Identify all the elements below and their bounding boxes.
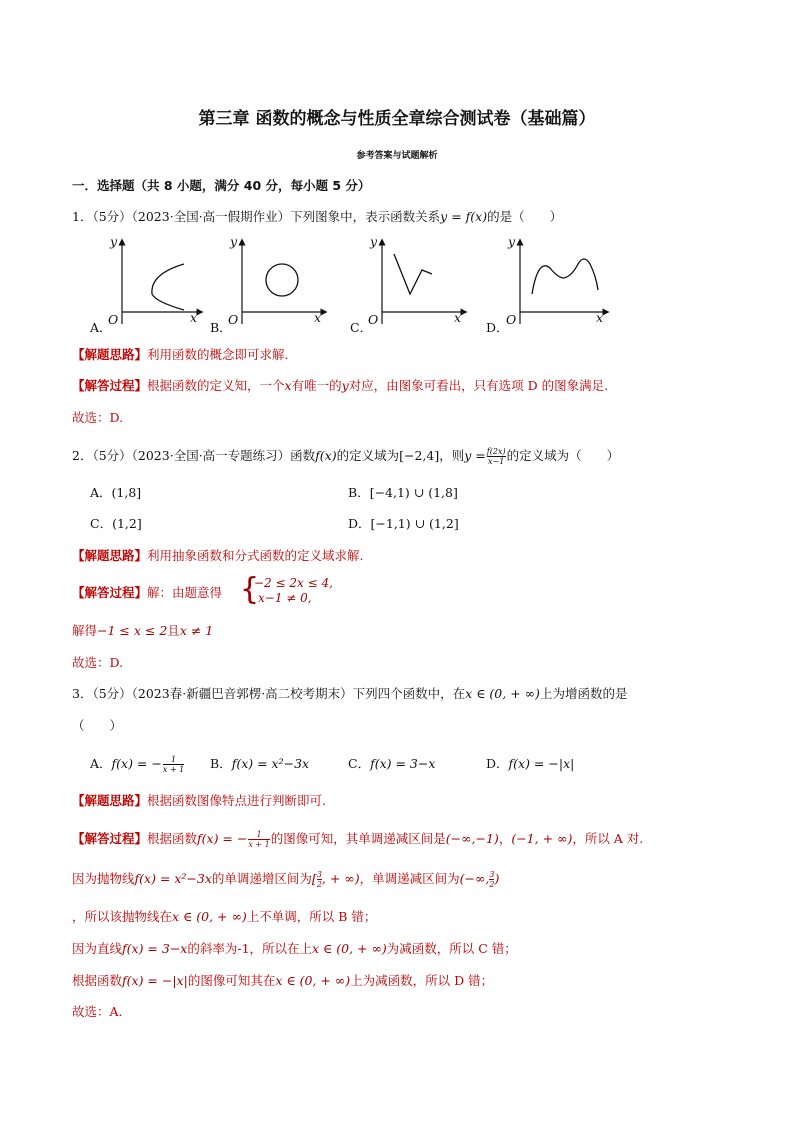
q1-graph-c-origin: O — [368, 312, 379, 327]
q1-graph-c-x-label: x — [454, 310, 462, 325]
q3-p2-frac2-num: 3 — [489, 870, 495, 879]
q1-graph-d-origin: O — [506, 312, 517, 327]
q2-stem-2: 的定义域为 — [336, 448, 400, 463]
q2-option-a-letter: A． — [90, 485, 112, 500]
q1-graph-b-x-label: x — [314, 310, 322, 325]
q3-p1-num: 1 — [248, 830, 269, 840]
q3-option-c — [348, 755, 435, 773]
q3-p4-a: 因为直线 — [72, 941, 123, 956]
q1-graph-a — [108, 234, 204, 330]
q3-p2-a: 因为抛物线 — [72, 871, 135, 886]
q3-p3-b: 上不单调，所以 B 错； — [246, 909, 377, 924]
q1-graph-c — [368, 234, 468, 330]
q1-graph-d — [506, 234, 610, 330]
q2-option-b-value: [−4,1) ∪ (1,8] — [369, 485, 458, 500]
q2-system-line1: −2 ≤ 2x ≤ 4, — [254, 576, 333, 590]
q2-brace: { — [240, 572, 260, 607]
q3-p4-b: 的斜率为-1，所以在上 — [187, 941, 313, 956]
q3-p1-m1: f(x) = − — [197, 831, 248, 846]
q2-idea-text: 利用抽象函数和分式函数的定义域求解. — [147, 548, 364, 563]
q3-p2-m1: f(x) = x²−3x — [134, 871, 212, 886]
q3-process-2 — [72, 870, 499, 889]
q3-p1-m3: (−1, + ∞) — [511, 831, 573, 846]
q3-p1-d: ，所以 A 对. — [572, 831, 644, 846]
q2-option-b-letter: B． — [348, 485, 370, 500]
q3-answer: 故选：A. — [72, 1004, 123, 1019]
q1-graph-b-origin: O — [228, 312, 239, 327]
q1-idea — [72, 346, 289, 364]
q1-stem-text: 1．（5分）（2023·全国·高一假期作业）下列图象中，表示函数关系 — [72, 209, 441, 224]
q3-option-d-letter: D． — [486, 756, 509, 771]
q1-formula: y = f(x) — [440, 209, 488, 224]
q3-p5-a: 根据函数 — [72, 973, 123, 988]
q3-stem-2: 上为增函数的是 — [539, 686, 628, 701]
q3-p1-fraction — [248, 830, 269, 849]
q1-graph-a-x-label: x — [190, 310, 198, 325]
q1-process-label: 【解答过程】 — [72, 378, 148, 393]
q2-option-a — [90, 484, 141, 502]
q2-frac-den: x−1 — [488, 457, 505, 466]
q2-stem-4: 的定义域为（ ） — [506, 448, 620, 463]
q3-p1-c: ， — [498, 831, 512, 846]
q3-p2-m2-post: , + ∞) — [321, 871, 360, 886]
q3-process-label: 【解答过程】 — [72, 831, 148, 846]
q3-p5-b: 的图像可知其在 — [187, 973, 276, 988]
q3-p2-c: ，单调递减区间为 — [359, 871, 460, 886]
q3-process-1 — [72, 830, 643, 849]
q2-answer: 故选：D. — [72, 655, 124, 670]
q3-p3-a: ，所以该抛物线在 — [72, 909, 173, 924]
q1-process-y: y — [341, 378, 349, 393]
q2-domain: [−2,4] — [399, 448, 440, 463]
q3-p4-m: f(x) = 3−x — [122, 941, 188, 956]
q1-process — [72, 377, 608, 395]
q1-graph-a-origin: O — [108, 312, 119, 327]
q3-process-3 — [72, 908, 376, 926]
q3-option-b-letter: B． — [210, 756, 232, 771]
q2-fraction — [487, 447, 506, 466]
q3-p2-frac1-den: 2 — [316, 880, 322, 889]
q3-p5-m: f(x) = −|x| — [122, 973, 188, 988]
q3-p2-frac1-num: 3 — [316, 870, 322, 879]
q3-idea — [72, 792, 326, 810]
q3-option-a-letter: A． — [90, 756, 112, 771]
q3-option-c-value: f(x) = 3−x — [370, 756, 436, 771]
q1-process-text-1: 根据函数的定义知，一个 — [147, 378, 285, 393]
q2-system-line2: x−1 ≠ 0, — [258, 591, 312, 605]
q3-p2-frac2-den: 2 — [489, 880, 495, 889]
q1-graph-d-x-label: x — [596, 310, 604, 325]
q3-p5-m2: x ∈ (0, + ∞) — [275, 973, 351, 988]
q1-answer: 故选：D. — [72, 410, 124, 425]
q2-option-c-value: (1,2] — [112, 516, 142, 531]
q1-graph-d-svg — [510, 238, 610, 330]
q3-idea-label: 【解题思路】 — [72, 793, 148, 808]
q1-process-text-2: 有唯一的 — [291, 378, 342, 393]
q2-idea — [72, 547, 364, 565]
q2-option-c-letter: C． — [90, 516, 113, 531]
q3-stem — [72, 685, 627, 703]
q1-graph-b — [228, 234, 328, 330]
q1-graph-c-y-label: y — [370, 234, 378, 249]
q3-p1-m2: (−∞,−1) — [445, 831, 499, 846]
q3-p1-a: 根据函数 — [147, 831, 198, 846]
q2-process-label: 【解答过程】 — [72, 585, 148, 600]
q2-option-d-letter: D． — [348, 516, 371, 531]
q3-p1-b: 的图像可知，其单调递减区间是 — [270, 831, 446, 846]
page-subtitle: 参考答案与试题解析 — [356, 151, 438, 161]
q3-process-5 — [72, 972, 493, 990]
q2-option-c — [90, 515, 142, 533]
q3-p4-c: 为减函数，所以 C 错； — [386, 941, 517, 956]
q1-option-c-letter: C． — [350, 320, 373, 335]
q3-p2-b: 的单调递增区间为 — [211, 871, 312, 886]
q2-option-b — [348, 484, 458, 502]
q2-frac-num: f(2x) — [486, 447, 506, 456]
q3-stem-1: 3．（5分）（2023春·新疆巴音郭楞·高二校考期末）下列四个函数中，在 — [72, 686, 466, 701]
q2-idea-label: 【解题思路】 — [72, 548, 148, 563]
q1-stem-tail: 的是（ ） — [487, 209, 563, 224]
q3-p2-m2-pre: [ — [311, 871, 317, 886]
q2-stem-1: 2．（5分）（2023·全国·高一专题练习）函数 — [72, 448, 316, 463]
q3-stem-paren: （ ） — [72, 718, 123, 733]
q2-yeq: y = — [464, 448, 486, 463]
q1-stem — [72, 208, 562, 226]
q1-option-b-letter: B． — [210, 320, 232, 335]
q1-option-d-letter: D． — [486, 320, 509, 335]
q2-option-d-value: [−1,1) ∪ (1,2] — [370, 516, 459, 531]
q3-option-a-fraction — [163, 755, 184, 774]
q2-fx: f(x) — [315, 448, 337, 463]
section-heading: 一．选择题（共 8 小题，满分 40 分，每小题 5 分） — [72, 178, 371, 193]
q3-process-4 — [72, 940, 517, 958]
q1-process-x: x — [284, 378, 292, 393]
q2-solve-text: 解得 — [72, 623, 98, 638]
q3-option-a-num: 1 — [163, 755, 184, 765]
q2-option-a-value: (1,8] — [111, 485, 142, 500]
q1-idea-text: 利用函数的概念即可求解. — [147, 347, 289, 362]
q3-p3-m: x ∈ (0, + ∞) — [172, 909, 247, 924]
q2-solve — [72, 622, 213, 640]
q3-option-d-value: f(x) = −|x| — [508, 756, 575, 771]
q3-option-d — [486, 755, 574, 773]
q3-p2-m3-pre: (−∞, — [459, 871, 490, 886]
q2-solve-and: 且 — [167, 623, 180, 638]
q3-option-a — [90, 755, 185, 774]
q2-option-d — [348, 515, 459, 533]
q3-p5-c: 上为减函数，所以 D 错； — [350, 973, 494, 988]
q2-process — [72, 584, 222, 602]
q1-graph-a-y-label: y — [110, 234, 118, 249]
q1-option-a-letter: A． — [90, 320, 112, 335]
q3-p4-m2: x ∈ (0, + ∞) — [312, 941, 387, 956]
q1-graph-b-y-label: y — [230, 234, 238, 249]
q1-idea-label: 【解题思路】 — [72, 347, 148, 362]
q2-stem-3: ，则 — [439, 448, 465, 463]
q3-option-c-letter: C． — [348, 756, 371, 771]
q3-p1-den: x + 1 — [248, 840, 270, 849]
q3-option-a-den: x + 1 — [162, 765, 185, 774]
q3-option-b-value: f(x) = x²−3x — [231, 756, 310, 771]
q3-option-b — [210, 755, 309, 773]
page-title: 第三章 函数的概念与性质全章综合测试卷（基础篇） — [198, 109, 596, 129]
q3-idea-text: 根据函数图像特点进行判断即可. — [147, 793, 326, 808]
q3-interval: x ∈ (0, + ∞) — [465, 686, 540, 701]
q2-solve-math1: −1 ≤ x ≤ 2 — [97, 623, 168, 638]
q1-process-text-3: 对应，由图象可看出，只有选项 D 的图象满足. — [348, 378, 609, 393]
q3-option-a-pre: f(x) = − — [111, 756, 162, 771]
q2-stem — [72, 447, 619, 466]
q2-solve-math2: x ≠ 1 — [179, 623, 214, 638]
q3-p2-m3-post: ) — [494, 871, 500, 886]
q2-process-text: 解：由题意得 — [147, 585, 223, 600]
q1-graph-d-y-label: y — [508, 234, 516, 249]
